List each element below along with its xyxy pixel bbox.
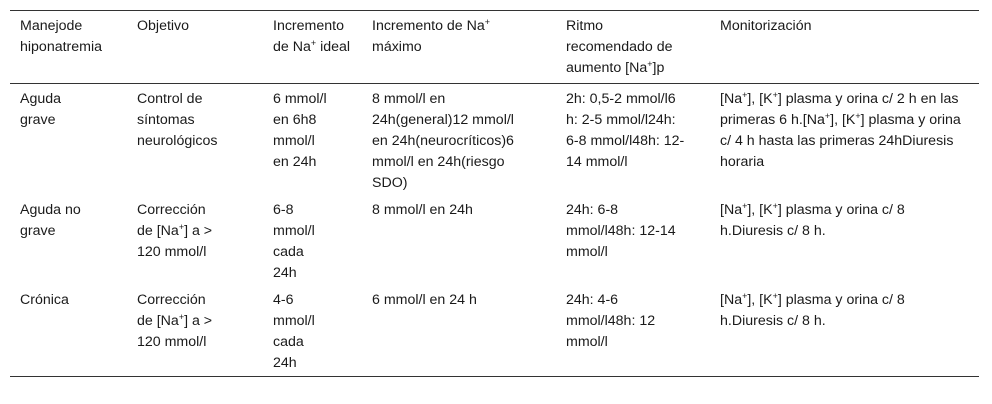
- cell-ritmo: 24h: 4-6 mmol/l48h: 12 mmol/l: [566, 292, 656, 350]
- header-monitorizacion: Monitorización: [720, 18, 812, 34]
- cell-monitorizacion: [Na+], [K+] plasma y orina c/ 2 h en las primeras 6 h.[Na+], [K+] plasma y orina c/ 4 h hasta las primeras 24hDiuresis horaria: [720, 90, 961, 170]
- header-incremento-ideal: Incremento de Na+ ideal: [273, 18, 351, 55]
- cell-objetivo: Control de síntomas neurológicos: [137, 91, 218, 149]
- cell-monitorizacion: [Na+], [K+] plasma y orina c/ 8 h.Diuresis c/ 8 h.: [720, 291, 905, 329]
- table-row: [10, 84, 979, 197]
- cell-manejo: Crónica: [20, 292, 69, 308]
- cell-ideal: 6-8 mmol/l cada 24h: [273, 202, 315, 281]
- cell-objetivo: Corrección de [Na+] a > 120 mmol/l: [137, 202, 213, 260]
- cell-manejo: Aguda no grave: [20, 202, 81, 239]
- hyponatremia-table-container: [10, 10, 979, 377]
- cell-ideal: 6 mmol/l en 6h8 mmol/l en 24h: [273, 91, 327, 170]
- cell-maximo: 6 mmol/l en 24 h: [372, 292, 477, 308]
- cell-ideal: 4-6 mmol/l cada 24h: [273, 292, 315, 371]
- header-objetivo: Objetivo: [137, 18, 190, 34]
- table-row: [10, 286, 979, 377]
- header-ritmo: Ritmo recomendado de aumento [Na+]p: [566, 18, 673, 76]
- cell-ritmo: 2h: 0,5-2 mmol/l6 h: 2-5 mmol/l24h: 6-8 mmol/l48h: 12-14 mmol/l: [566, 91, 700, 170]
- cell-manejo: Aguda grave: [20, 91, 62, 128]
- cell-ritmo: 24h: 6-8 mmol/l48h: 12-14 mmol/l: [566, 202, 676, 260]
- cell-maximo: 8 mmol/l en 24h(general)12 mmol/l en 24h(neurocríticos)6 mmol/l en 24h(riesgo SDO): [372, 91, 514, 191]
- header-manejo: Manejode hiponatremia: [20, 18, 103, 55]
- cell-maximo: 8 mmol/l en 24h: [372, 202, 473, 218]
- table-row: [10, 196, 979, 286]
- hyponatremia-management-table: [10, 10, 979, 377]
- table-header-row: [10, 11, 979, 84]
- header-incremento-maximo: Incremento de Na+ máximo: [372, 17, 491, 55]
- cell-objetivo: Corrección de [Na+] a > 120 mmol/l: [137, 292, 213, 350]
- cell-monitorizacion: [Na+], [K+] plasma y orina c/ 8 h.Diuresis c/ 8 h.: [720, 201, 905, 239]
